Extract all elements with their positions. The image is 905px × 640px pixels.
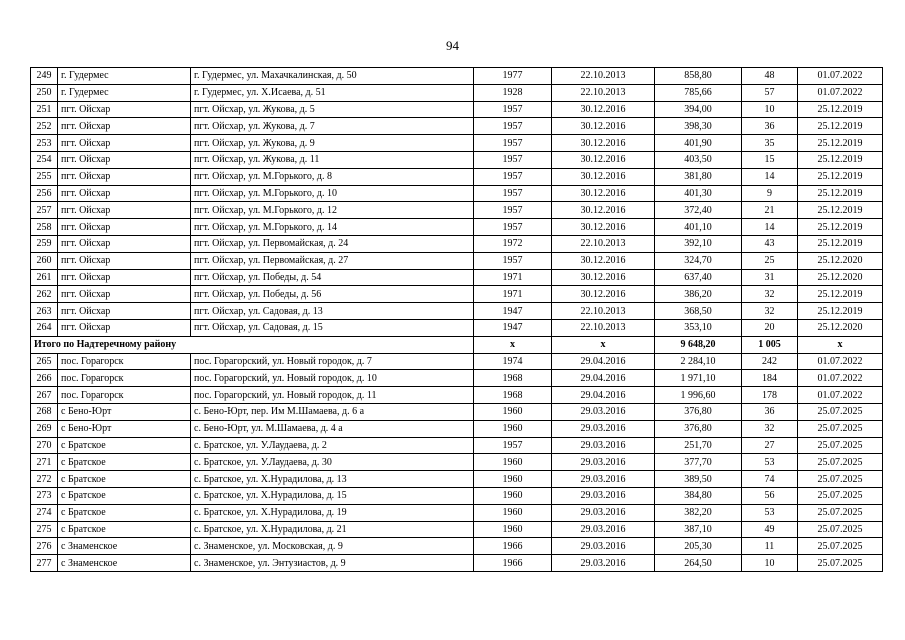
year-built-cell: 1957 xyxy=(474,151,552,168)
area-cell: 392,10 xyxy=(655,235,742,252)
address-cell: пгт. Ойсхар, ул. М.Горького, д. 14 xyxy=(191,219,474,236)
settlement-cell: с Братское xyxy=(58,521,191,538)
deadline-cell: 25.12.2020 xyxy=(798,319,883,336)
table-row xyxy=(31,168,883,185)
recognition-date-cell: 29.03.2016 xyxy=(552,437,655,454)
address-cell: пгт. Ойсхар, ул. Победы, д. 56 xyxy=(191,286,474,303)
recognition-date-cell: 29.03.2016 xyxy=(552,471,655,488)
settlement-cell: г. Гудермес xyxy=(58,68,191,85)
table-row xyxy=(31,235,883,252)
year-built-cell: 1966 xyxy=(474,555,552,572)
row-number-cell: 255 xyxy=(31,168,58,185)
residents-cell: 36 xyxy=(742,118,798,135)
deadline-cell: 25.07.2025 xyxy=(798,555,883,572)
residents-cell: 14 xyxy=(742,219,798,236)
settlement-cell: пгт. Ойсхар xyxy=(58,185,191,202)
row-number-cell: 256 xyxy=(31,185,58,202)
table-row xyxy=(31,437,883,454)
recognition-date-cell: 30.12.2016 xyxy=(552,168,655,185)
total-date: х xyxy=(552,336,655,353)
year-built-cell: 1972 xyxy=(474,235,552,252)
address-cell: с. Братское, ул. У.Лаудаева, д. 2 xyxy=(191,437,474,454)
table-row xyxy=(31,454,883,471)
recognition-date-cell: 29.04.2016 xyxy=(552,353,655,370)
row-number-cell: 272 xyxy=(31,471,58,488)
year-built-cell: 1947 xyxy=(474,319,552,336)
district-total-row xyxy=(31,336,883,353)
residents-cell: 27 xyxy=(742,437,798,454)
year-built-cell: 1957 xyxy=(474,202,552,219)
deadline-cell: 25.07.2025 xyxy=(798,403,883,420)
address-cell: с. Бено-Юрт, пер. Им М.Шамаева, д. 6 а xyxy=(191,403,474,420)
year-built-cell: 1957 xyxy=(474,185,552,202)
settlement-cell: с Братское xyxy=(58,504,191,521)
settlement-cell: с Бено-Юрт xyxy=(58,420,191,437)
table-row xyxy=(31,202,883,219)
settlement-cell: пгт. Ойсхар xyxy=(58,303,191,320)
settlement-cell: пгт. Ойсхар xyxy=(58,219,191,236)
total-year: х xyxy=(474,336,552,353)
deadline-cell: 25.12.2019 xyxy=(798,219,883,236)
area-cell: 251,70 xyxy=(655,437,742,454)
residents-cell: 48 xyxy=(742,68,798,85)
table-row xyxy=(31,319,883,336)
address-cell: с. Братское, ул. Х.Нурадилова, д. 13 xyxy=(191,471,474,488)
year-built-cell: 1968 xyxy=(474,387,552,404)
table-row xyxy=(31,521,883,538)
area-cell: 2 284,10 xyxy=(655,353,742,370)
year-built-cell: 1971 xyxy=(474,269,552,286)
settlement-cell: пгт. Ойсхар xyxy=(58,202,191,219)
table-row xyxy=(31,555,883,572)
recognition-date-cell: 22.10.2013 xyxy=(552,235,655,252)
row-number-cell: 250 xyxy=(31,84,58,101)
address-cell: с. Знаменское, ул. Московская, д. 9 xyxy=(191,538,474,555)
recognition-date-cell: 29.03.2016 xyxy=(552,504,655,521)
settlement-cell: с Братское xyxy=(58,487,191,504)
area-cell: 368,50 xyxy=(655,303,742,320)
row-number-cell: 275 xyxy=(31,521,58,538)
recognition-date-cell: 30.12.2016 xyxy=(552,286,655,303)
table-row xyxy=(31,420,883,437)
table-row xyxy=(31,135,883,152)
settlement-cell: с Братское xyxy=(58,454,191,471)
residents-cell: 32 xyxy=(742,420,798,437)
recognition-date-cell: 30.12.2016 xyxy=(552,185,655,202)
recognition-date-cell: 30.12.2016 xyxy=(552,252,655,269)
deadline-cell: 25.12.2019 xyxy=(798,151,883,168)
area-cell: 205,30 xyxy=(655,538,742,555)
recognition-date-cell: 30.12.2016 xyxy=(552,219,655,236)
row-number-cell: 257 xyxy=(31,202,58,219)
settlement-cell: пос. Горагорск xyxy=(58,353,191,370)
housing-registry-table xyxy=(30,67,883,572)
area-cell: 858,80 xyxy=(655,68,742,85)
year-built-cell: 1957 xyxy=(474,219,552,236)
year-built-cell: 1960 xyxy=(474,504,552,521)
table-row xyxy=(31,471,883,488)
table-row xyxy=(31,353,883,370)
residents-cell: 10 xyxy=(742,555,798,572)
recognition-date-cell: 22.10.2013 xyxy=(552,303,655,320)
year-built-cell: 1957 xyxy=(474,118,552,135)
deadline-cell: 25.07.2025 xyxy=(798,471,883,488)
table-row xyxy=(31,68,883,85)
residents-cell: 9 xyxy=(742,185,798,202)
row-number-cell: 263 xyxy=(31,303,58,320)
recognition-date-cell: 22.10.2013 xyxy=(552,84,655,101)
settlement-cell: с Бено-Юрт xyxy=(58,403,191,420)
recognition-date-cell: 29.03.2016 xyxy=(552,487,655,504)
total-residents: 1 005 xyxy=(742,336,798,353)
deadline-cell: 25.12.2019 xyxy=(798,185,883,202)
year-built-cell: 1966 xyxy=(474,538,552,555)
area-cell: 401,90 xyxy=(655,135,742,152)
recognition-date-cell: 22.10.2013 xyxy=(552,319,655,336)
table-row xyxy=(31,219,883,236)
address-cell: с. Братское, ул. У.Лаудаева, д. 30 xyxy=(191,454,474,471)
total-area: 9 648,20 xyxy=(655,336,742,353)
recognition-date-cell: 29.03.2016 xyxy=(552,454,655,471)
year-built-cell: 1960 xyxy=(474,454,552,471)
residents-cell: 53 xyxy=(742,504,798,521)
area-cell: 382,20 xyxy=(655,504,742,521)
recognition-date-cell: 29.04.2016 xyxy=(552,387,655,404)
recognition-date-cell: 29.04.2016 xyxy=(552,370,655,387)
address-cell: пос. Горагорский, ул. Новый городок, д. 10 xyxy=(191,370,474,387)
residents-cell: 10 xyxy=(742,101,798,118)
deadline-cell: 25.12.2019 xyxy=(798,235,883,252)
table-row xyxy=(31,151,883,168)
table-row xyxy=(31,538,883,555)
residents-cell: 53 xyxy=(742,454,798,471)
settlement-cell: пгт. Ойсхар xyxy=(58,269,191,286)
row-number-cell: 264 xyxy=(31,319,58,336)
area-cell: 401,30 xyxy=(655,185,742,202)
area-cell: 389,50 xyxy=(655,471,742,488)
recognition-date-cell: 22.10.2013 xyxy=(552,68,655,85)
row-number-cell: 266 xyxy=(31,370,58,387)
address-cell: г. Гудермес, ул. Махачкалинская, д. 50 xyxy=(191,68,474,85)
row-number-cell: 265 xyxy=(31,353,58,370)
settlement-cell: пгт. Ойсхар xyxy=(58,135,191,152)
settlement-cell: пос. Горагорск xyxy=(58,387,191,404)
address-cell: пгт. Ойсхар, ул. М.Горького, д. 10 xyxy=(191,185,474,202)
settlement-cell: пгт. Ойсхар xyxy=(58,286,191,303)
address-cell: пгт. Ойсхар, ул. Жукова, д. 9 xyxy=(191,135,474,152)
table-row xyxy=(31,303,883,320)
recognition-date-cell: 30.12.2016 xyxy=(552,151,655,168)
deadline-cell: 25.12.2019 xyxy=(798,202,883,219)
deadline-cell: 25.07.2025 xyxy=(798,420,883,437)
address-cell: пгт. Ойсхар, ул. Победы, д. 54 xyxy=(191,269,474,286)
address-cell: с. Знаменское, ул. Энтузиастов, д. 9 xyxy=(191,555,474,572)
row-number-cell: 252 xyxy=(31,118,58,135)
year-built-cell: 1957 xyxy=(474,437,552,454)
address-cell: пгт. Ойсхар, ул. Жукова, д. 5 xyxy=(191,101,474,118)
area-cell: 381,80 xyxy=(655,168,742,185)
table-row xyxy=(31,403,883,420)
address-cell: пос. Горагорский, ул. Новый городок, д. 7 xyxy=(191,353,474,370)
year-built-cell: 1960 xyxy=(474,521,552,538)
deadline-cell: 01.07.2022 xyxy=(798,387,883,404)
settlement-cell: с Знаменское xyxy=(58,538,191,555)
deadline-cell: 25.12.2019 xyxy=(798,168,883,185)
recognition-date-cell: 30.12.2016 xyxy=(552,118,655,135)
settlement-cell: с Знаменское xyxy=(58,555,191,572)
deadline-cell: 01.07.2022 xyxy=(798,370,883,387)
row-number-cell: 276 xyxy=(31,538,58,555)
area-cell: 353,10 xyxy=(655,319,742,336)
address-cell: с. Братское, ул. Х.Нурадилова, д. 21 xyxy=(191,521,474,538)
area-cell: 1 971,10 xyxy=(655,370,742,387)
table-row xyxy=(31,370,883,387)
settlement-cell: пгт. Ойсхар xyxy=(58,168,191,185)
table-row xyxy=(31,84,883,101)
row-number-cell: 262 xyxy=(31,286,58,303)
address-cell: пгт. Ойсхар, ул. Садовая, д. 13 xyxy=(191,303,474,320)
table-row xyxy=(31,252,883,269)
deadline-cell: 25.12.2020 xyxy=(798,269,883,286)
area-cell: 377,70 xyxy=(655,454,742,471)
table-row xyxy=(31,101,883,118)
address-cell: пгт. Ойсхар, ул. Жукова, д. 7 xyxy=(191,118,474,135)
area-cell: 384,80 xyxy=(655,487,742,504)
deadline-cell: 25.07.2025 xyxy=(798,521,883,538)
settlement-cell: пос. Горагорск xyxy=(58,370,191,387)
residents-cell: 25 xyxy=(742,252,798,269)
deadline-cell: 25.07.2025 xyxy=(798,504,883,521)
table-row xyxy=(31,387,883,404)
deadline-cell: 25.07.2025 xyxy=(798,454,883,471)
deadline-cell: 25.12.2019 xyxy=(798,118,883,135)
year-built-cell: 1971 xyxy=(474,286,552,303)
residents-cell: 35 xyxy=(742,135,798,152)
area-cell: 376,80 xyxy=(655,403,742,420)
area-cell: 785,66 xyxy=(655,84,742,101)
area-cell: 394,00 xyxy=(655,101,742,118)
deadline-cell: 25.12.2020 xyxy=(798,252,883,269)
deadline-cell: 25.07.2025 xyxy=(798,538,883,555)
row-number-cell: 251 xyxy=(31,101,58,118)
residents-cell: 32 xyxy=(742,286,798,303)
recognition-date-cell: 29.03.2016 xyxy=(552,521,655,538)
year-built-cell: 1947 xyxy=(474,303,552,320)
address-cell: пгт. Ойсхар, ул. Садовая, д. 15 xyxy=(191,319,474,336)
row-number-cell: 249 xyxy=(31,68,58,85)
address-cell: пгт. Ойсхар, ул. Жукова, д. 11 xyxy=(191,151,474,168)
residents-cell: 49 xyxy=(742,521,798,538)
address-cell: с. Бено-Юрт, ул. М.Шамаева, д. 4 а xyxy=(191,420,474,437)
area-cell: 401,10 xyxy=(655,219,742,236)
deadline-cell: 01.07.2022 xyxy=(798,84,883,101)
residents-cell: 184 xyxy=(742,370,798,387)
residents-cell: 74 xyxy=(742,471,798,488)
row-number-cell: 261 xyxy=(31,269,58,286)
residents-cell: 15 xyxy=(742,151,798,168)
residents-cell: 242 xyxy=(742,353,798,370)
row-number-cell: 277 xyxy=(31,555,58,572)
row-number-cell: 271 xyxy=(31,454,58,471)
year-built-cell: 1977 xyxy=(474,68,552,85)
year-built-cell: 1960 xyxy=(474,471,552,488)
year-built-cell: 1957 xyxy=(474,168,552,185)
row-number-cell: 254 xyxy=(31,151,58,168)
address-cell: с. Братское, ул. Х.Нурадилова, д. 19 xyxy=(191,504,474,521)
table-row xyxy=(31,118,883,135)
residents-cell: 21 xyxy=(742,202,798,219)
year-built-cell: 1960 xyxy=(474,403,552,420)
area-cell: 324,70 xyxy=(655,252,742,269)
residents-cell: 32 xyxy=(742,303,798,320)
table-row xyxy=(31,185,883,202)
area-cell: 387,10 xyxy=(655,521,742,538)
area-cell: 637,40 xyxy=(655,269,742,286)
row-number-cell: 270 xyxy=(31,437,58,454)
total-label: Итого по Надтеречному району xyxy=(31,336,474,353)
area-cell: 403,50 xyxy=(655,151,742,168)
settlement-cell: пгт. Ойсхар xyxy=(58,101,191,118)
residents-cell: 11 xyxy=(742,538,798,555)
residents-cell: 43 xyxy=(742,235,798,252)
deadline-cell: 25.12.2019 xyxy=(798,135,883,152)
table-row xyxy=(31,286,883,303)
area-cell: 386,20 xyxy=(655,286,742,303)
settlement-cell: пгт. Ойсхар xyxy=(58,319,191,336)
row-number-cell: 260 xyxy=(31,252,58,269)
residents-cell: 57 xyxy=(742,84,798,101)
recognition-date-cell: 29.03.2016 xyxy=(552,555,655,572)
deadline-cell: 01.07.2022 xyxy=(798,68,883,85)
area-cell: 264,50 xyxy=(655,555,742,572)
residents-cell: 36 xyxy=(742,403,798,420)
row-number-cell: 259 xyxy=(31,235,58,252)
recognition-date-cell: 29.03.2016 xyxy=(552,538,655,555)
settlement-cell: г. Гудермес xyxy=(58,84,191,101)
row-number-cell: 274 xyxy=(31,504,58,521)
recognition-date-cell: 30.12.2016 xyxy=(552,135,655,152)
deadline-cell: 25.07.2025 xyxy=(798,437,883,454)
year-built-cell: 1960 xyxy=(474,420,552,437)
row-number-cell: 273 xyxy=(31,487,58,504)
recognition-date-cell: 30.12.2016 xyxy=(552,202,655,219)
address-cell: г. Гудермес, ул. Х.Исаева, д. 51 xyxy=(191,84,474,101)
settlement-cell: пгт. Ойсхар xyxy=(58,252,191,269)
total-deadline: х xyxy=(798,336,883,353)
row-number-cell: 267 xyxy=(31,387,58,404)
address-cell: пгт. Ойсхар, ул. Первомайская, д. 27 xyxy=(191,252,474,269)
area-cell: 376,80 xyxy=(655,420,742,437)
deadline-cell: 25.07.2025 xyxy=(798,487,883,504)
residents-cell: 20 xyxy=(742,319,798,336)
area-cell: 372,40 xyxy=(655,202,742,219)
deadline-cell: 25.12.2019 xyxy=(798,286,883,303)
recognition-date-cell: 30.12.2016 xyxy=(552,269,655,286)
row-number-cell: 268 xyxy=(31,403,58,420)
page-number: 94 xyxy=(446,38,459,53)
year-built-cell: 1968 xyxy=(474,370,552,387)
address-cell: пгт. Ойсхар, ул. Первомайская, д. 24 xyxy=(191,235,474,252)
settlement-cell: с Братское xyxy=(58,437,191,454)
deadline-cell: 25.12.2019 xyxy=(798,303,883,320)
address-cell: пгт. Ойсхар, ул. М.Горького, д. 12 xyxy=(191,202,474,219)
row-number-cell: 253 xyxy=(31,135,58,152)
residents-cell: 178 xyxy=(742,387,798,404)
year-built-cell: 1928 xyxy=(474,84,552,101)
address-cell: пос. Горагорский, ул. Новый городок, д. 11 xyxy=(191,387,474,404)
year-built-cell: 1957 xyxy=(474,135,552,152)
area-cell: 398,30 xyxy=(655,118,742,135)
registry-body xyxy=(31,68,883,572)
recognition-date-cell: 29.03.2016 xyxy=(552,403,655,420)
area-cell: 1 996,60 xyxy=(655,387,742,404)
deadline-cell: 01.07.2022 xyxy=(798,353,883,370)
residents-cell: 31 xyxy=(742,269,798,286)
year-built-cell: 1957 xyxy=(474,101,552,118)
row-number-cell: 258 xyxy=(31,219,58,236)
year-built-cell: 1960 xyxy=(474,487,552,504)
address-cell: пгт. Ойсхар, ул. М.Горького, д. 8 xyxy=(191,168,474,185)
address-cell: с. Братское, ул. Х.Нурадилова, д. 15 xyxy=(191,487,474,504)
settlement-cell: пгт. Ойсхар xyxy=(58,235,191,252)
settlement-cell: пгт. Ойсхар xyxy=(58,118,191,135)
settlement-cell: с Братское xyxy=(58,471,191,488)
table-row xyxy=(31,269,883,286)
deadline-cell: 25.12.2019 xyxy=(798,101,883,118)
residents-cell: 56 xyxy=(742,487,798,504)
table-row xyxy=(31,487,883,504)
residents-cell: 14 xyxy=(742,168,798,185)
year-built-cell: 1957 xyxy=(474,252,552,269)
year-built-cell: 1974 xyxy=(474,353,552,370)
row-number-cell: 269 xyxy=(31,420,58,437)
recognition-date-cell: 29.03.2016 xyxy=(552,420,655,437)
table-row xyxy=(31,504,883,521)
recognition-date-cell: 30.12.2016 xyxy=(552,101,655,118)
settlement-cell: пгт. Ойсхар xyxy=(58,151,191,168)
